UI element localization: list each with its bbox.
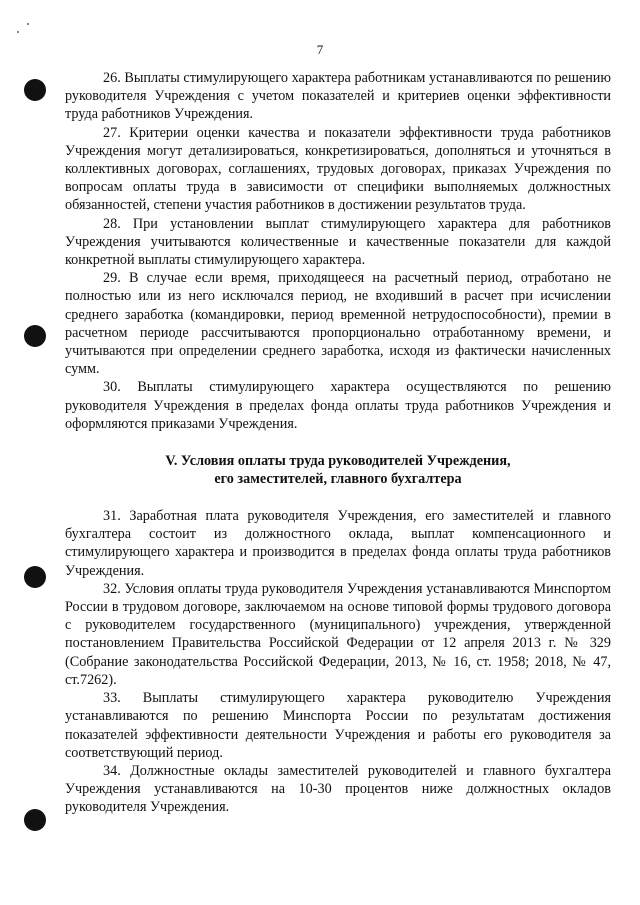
paragraph-34: 34. Должностные оклады заместителей руководителей и главного бухгалтера Учреждения устанавливаются на 10-30 процентов ниже должностных окладов руководителя Учреждения. (65, 762, 611, 816)
section-heading-line-1: V. Условия оплаты труда руководителей Учреждения, (165, 453, 511, 470)
document-body (65, 69, 611, 817)
punch-hole (24, 566, 46, 588)
page-number: 7 (316, 42, 324, 57)
punch-hole (24, 809, 46, 831)
section-heading (65, 452, 611, 488)
paragraph-27: 27. Критерии оценки качества и показатели эффективности труда работников Учреждения могут детализироваться, конкретизироваться, дополняться и уточняться в коллективных договорах, соглашениях, трудовых договорах, приказах Учреждения по вопросам оплаты труда в зависимости от специфики выполняемых должностных обязанностей, степени участия работников в достижении результатов труда. (65, 124, 611, 214)
scan-specks (14, 18, 44, 38)
paragraph-28: 28. При установлении выплат стимулирующего характера для работников Учреждения учитываются количественные и качественные показатели для каждой конкретной выплаты стимулирующего характера. (65, 215, 611, 269)
section-heading-line-2: его заместителей, главного бухгалтера (214, 471, 462, 488)
paragraph-33: 33. Выплаты стимулирующего характера руководителю Учреждения устанавливаются по решению Минспорта России по результатам достижения показателей эффективности деятельности Учреждения и работы его руководителя за соответствующий период. (65, 690, 611, 761)
paragraph-26: 26. Выплаты стимулирующего характера работникам устанавливаются по решению руководителя Учреждения с учетом показателей и критериев оценки эффективности труда работников Учреждения. (65, 70, 611, 123)
paragraph-32: 32. Условия оплаты труда руководителя Учреждения устанавливаются Минспортом России в трудовом договоре, заключаемом на основе типовой формы трудового договора с руководителем государственного (муниципального) учреждения, утвержденной постановлением Правительства Российской Федерации от 12 апреля 2013 г. № 329 (Собрание законодательства Российской Федерации, 2013, № 16, ст. 1958; 2018, № 47, ст.7262). (65, 580, 611, 688)
paragraph-29: 29. В случае если время, приходящееся на расчетный период, отработано не полностью или из него исключался период, не входивший в расчет при исчислении среднего заработка (командировки, период временной нетрудоспособности), премии в расчетном периоде рассчитываются пропорционально отработанному времени, и учитываются при определении среднего заработка, исходя из фактически начисленных сумм. (65, 270, 611, 378)
paragraph-31: 31. Заработная плата руководителя Учреждения, его заместителей и главного бухгалтера состоит из должностного оклада, выплат компенсационного и стимулирующего характера и производится в пределах фонда оплаты труда работников Учреждения. (65, 508, 611, 579)
punch-hole (24, 79, 46, 101)
punch-hole (24, 325, 46, 347)
paragraph-30: 30. Выплаты стимулирующего характера осуществляются по решению руководителя Учреждения в пределах фонда оплаты труда работников Учреждения и оформляются приказами Учреждения. (65, 379, 611, 432)
